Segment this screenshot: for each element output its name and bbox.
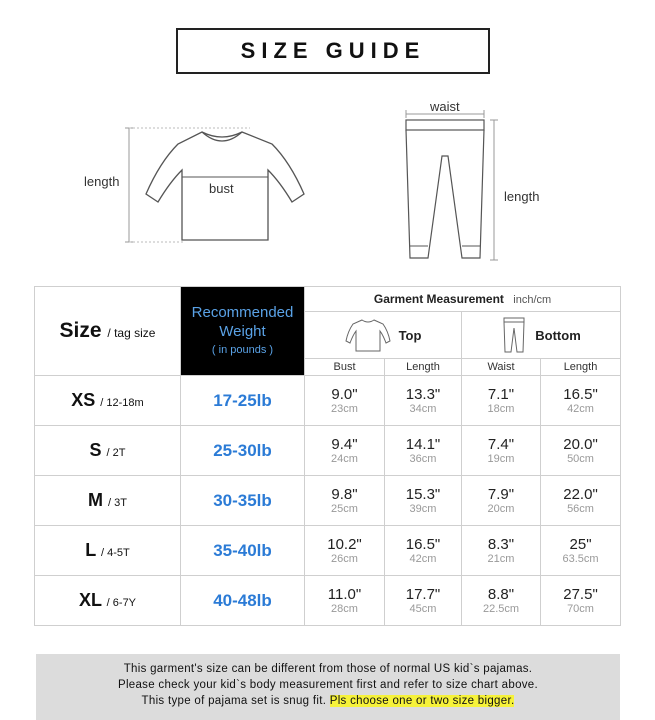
waist-inch: 7.4" <box>487 436 515 453</box>
tag-size: / 3T <box>108 497 127 509</box>
top-length-cell <box>385 376 462 426</box>
top-bust-label: bust <box>209 181 234 196</box>
waist-cell <box>462 426 541 476</box>
weight-cell: 17-25lb <box>181 376 305 426</box>
bust-inch: 9.8" <box>331 486 358 503</box>
bust-inch: 11.0" <box>327 586 362 603</box>
tag-size: / 4-5T <box>100 547 130 559</box>
table-row <box>35 476 621 526</box>
tag-size: / 6-7Y <box>106 597 137 609</box>
waist-cell <box>462 376 541 426</box>
note-highlight: Pls choose one or two size bigger. <box>329 695 515 707</box>
weight-cell: 40-48lb <box>181 576 305 626</box>
top-length-inch: 14.1" <box>405 436 441 453</box>
bottom-length-inch: 16.5" <box>563 386 598 403</box>
table-row <box>35 376 621 426</box>
size-cell <box>35 576 181 626</box>
waist-cm: 22.5cm <box>482 603 520 615</box>
bust-cm: 28cm <box>331 603 358 615</box>
bottom-length-cm: 50cm <box>567 453 594 465</box>
bottom-garment-diagram <box>396 108 506 268</box>
table-row <box>35 526 621 576</box>
size-value: M <box>88 490 104 510</box>
col-bust: Bust <box>305 359 385 376</box>
weight-cell: 35-40lb <box>181 526 305 576</box>
bust-cm: 23cm <box>331 403 358 415</box>
top-label: Top <box>398 327 422 343</box>
garment-measurement-header <box>305 287 621 312</box>
bust-cm: 24cm <box>331 453 358 465</box>
bottom-length-cell <box>541 376 621 426</box>
top-length-cm: 45cm <box>409 603 437 615</box>
tag-size: / 12-18m <box>100 397 144 409</box>
bottom-length-inch: 20.0" <box>563 436 598 453</box>
weight-header-main: Recommended Weight <box>191 303 294 340</box>
note-line-1: This garment's size can be different from those of normal US kid`s pajamas. <box>123 663 533 675</box>
bottom-length-cell <box>541 526 621 576</box>
top-header <box>305 312 462 359</box>
waist-cm: 18cm <box>487 403 515 415</box>
top-length-cm: 36cm <box>409 453 437 465</box>
weight-cell: 30-35lb <box>181 476 305 526</box>
waist-inch: 8.3" <box>487 536 515 553</box>
top-length-cm: 39cm <box>409 503 437 515</box>
waist-cell <box>462 476 541 526</box>
garment-unit: inch/cm <box>513 294 552 306</box>
waist-cm: 20cm <box>487 503 515 515</box>
bust-inch: 10.2" <box>327 536 362 553</box>
size-header-sub: / tag size <box>107 326 156 340</box>
size-chart-table <box>34 286 621 626</box>
top-length-cm: 34cm <box>409 403 437 415</box>
size-cell <box>35 526 181 576</box>
bust-inch: 9.4" <box>331 436 358 453</box>
top-length-inch: 15.3" <box>405 486 441 503</box>
top-length-inch: 17.7" <box>405 586 441 603</box>
size-header-main: Size <box>59 319 102 342</box>
top-length-inch: 13.3" <box>405 386 441 403</box>
bust-cell <box>305 426 385 476</box>
col-waist: Waist <box>462 359 541 376</box>
note-line-2: Please check your kid`s body measurement first and refer to size chart above. <box>117 679 539 691</box>
top-length-cell <box>385 526 462 576</box>
top-length-label: length <box>84 174 120 189</box>
tag-size: / 2T <box>106 447 126 459</box>
size-value: XS <box>71 390 96 410</box>
bottom-label: Bottom <box>535 327 581 343</box>
waist-cm: 21cm <box>487 553 515 565</box>
page-title: SIZE GUIDE <box>176 28 490 74</box>
size-cell <box>35 426 181 476</box>
bottom-length-inch: 25" <box>569 536 592 553</box>
bottom-length-cell <box>541 426 621 476</box>
waist-inch: 7.1" <box>487 386 515 403</box>
bust-cell <box>305 576 385 626</box>
weight-header-sub: ( in pounds ) <box>211 343 274 356</box>
table-row <box>35 426 621 476</box>
bust-cm: 25cm <box>331 503 358 515</box>
bottom-length-cm: 42cm <box>567 403 594 415</box>
bottom-length-cm: 63.5cm <box>562 553 599 565</box>
waist-cell <box>462 526 541 576</box>
bust-cell <box>305 476 385 526</box>
fit-note <box>36 654 620 720</box>
size-value: S <box>89 440 102 460</box>
bottom-pants-icon <box>501 316 527 354</box>
waist-cell <box>462 576 541 626</box>
bottom-length-inch: 22.0" <box>563 486 598 503</box>
top-shirt-icon <box>345 317 391 353</box>
col-bottom-length: Length <box>541 359 621 376</box>
table-row <box>35 576 621 626</box>
garment-header-label: Garment Measurement <box>373 292 504 306</box>
top-length-inch: 16.5" <box>405 536 441 553</box>
bust-cm: 26cm <box>331 553 358 565</box>
bottom-length-cm: 56cm <box>567 503 594 515</box>
size-header <box>35 287 181 376</box>
top-length-cell <box>385 476 462 526</box>
col-top-length: Length <box>385 359 462 376</box>
size-value: XL <box>78 590 102 610</box>
bottom-header <box>462 312 621 359</box>
bottom-length-cell <box>541 476 621 526</box>
bust-cell <box>305 526 385 576</box>
waist-cm: 19cm <box>487 453 515 465</box>
top-length-cell <box>385 426 462 476</box>
weight-cell: 25-30lb <box>181 426 305 476</box>
top-length-cell <box>385 576 462 626</box>
bottom-length-inch: 27.5" <box>563 586 598 603</box>
bottom-waist-label: waist <box>430 99 460 114</box>
weight-header <box>181 287 305 376</box>
bottom-length-label: length <box>504 189 540 204</box>
top-length-cm: 42cm <box>409 553 437 565</box>
waist-inch: 7.9" <box>487 486 515 503</box>
note-line-3-plain: This type of pajama set is snug fit. <box>141 695 327 707</box>
bust-cell <box>305 376 385 426</box>
bottom-length-cell <box>541 576 621 626</box>
waist-inch: 8.8" <box>487 586 515 603</box>
size-cell <box>35 476 181 526</box>
bottom-length-cm: 70cm <box>567 603 594 615</box>
note-line-3 <box>36 693 620 709</box>
size-value: L <box>85 540 96 560</box>
size-cell <box>35 376 181 426</box>
bust-inch: 9.0" <box>331 386 358 403</box>
